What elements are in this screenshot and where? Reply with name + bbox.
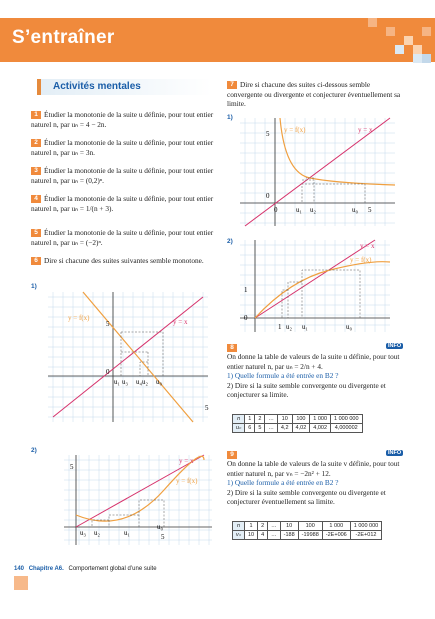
exercise-number: 2 — [31, 139, 41, 147]
table-cell: 10 — [244, 531, 257, 540]
exercise-number: 8 — [227, 344, 237, 352]
graph-label: 0 — [244, 314, 248, 322]
table-cell: n — [233, 522, 245, 531]
table-cell: -19988 — [298, 531, 322, 540]
exercise-text: On donne la table de valeurs de la suite u définie, pour tout entier naturel n, par uₙ = 2/n + 4. — [227, 352, 400, 371]
exercise-text: Étudier la monotonie de la suite u définie, pour tout entier naturel n, par uₙ = 3n. — [31, 138, 214, 157]
section-title: Activités mentales — [53, 81, 141, 92]
exercise-text: Étudier la monotonie de la suite u définie, pour tout entier naturel n, par uₙ = (−2)ⁿ. — [31, 228, 214, 247]
graph-label: y = x — [173, 318, 188, 326]
graph-label: u₀ — [346, 323, 352, 331]
graph-label: 5 — [266, 130, 270, 138]
section-heading — [37, 79, 212, 95]
ex7-graph-1 — [240, 118, 395, 226]
graph-label: 5 — [106, 320, 110, 328]
graph-label: u₂ — [310, 206, 316, 214]
table-cell: 4,2 — [277, 424, 292, 433]
exercise-number: 6 — [31, 257, 41, 265]
chapter-title: Comportement global d’une suite — [68, 566, 157, 572]
table-cell: 2 — [258, 522, 268, 531]
table-cell: 4,002 — [310, 424, 331, 433]
ex6-graph-1 — [48, 292, 208, 422]
graph-label: u₁ — [114, 378, 120, 386]
ex6-sub1: 1) — [31, 283, 37, 290]
table-cell: 10 — [277, 415, 292, 424]
exercise-number: 4 — [31, 195, 41, 203]
table-cell: 1 000 000 — [331, 415, 362, 424]
ex7-sub1: 1) — [227, 114, 233, 121]
graph-label: u₀ — [156, 378, 162, 386]
table-cell: 4 — [258, 531, 268, 540]
exercise-text: Dire si chacune des suites suivantes semble monotone. — [44, 256, 204, 265]
table-cell: n — [233, 415, 245, 424]
page-number: 140 — [14, 566, 25, 572]
page-footer — [14, 566, 157, 572]
table-cell: vₙ — [233, 531, 245, 540]
ex7-sub2: 2) — [227, 238, 233, 245]
graph-label: u₁ — [296, 206, 302, 214]
question-2: 2) Dire si la suite semble convergente ou divergente et conjecturer sa limite. — [227, 380, 386, 400]
exercise-4 — [31, 194, 216, 213]
table-cell: … — [265, 415, 278, 424]
exercise-1 — [31, 110, 216, 129]
table-cell: -2E+006 — [322, 531, 350, 540]
exercise-text: Étudier la monotonie de la suite u définie, pour tout entier naturel n, par uₙ = 1/(n + 3). — [31, 194, 214, 213]
exercise-7 — [227, 80, 407, 109]
graph-label: y = f(x) — [68, 314, 90, 322]
exercise-8 — [227, 352, 407, 400]
graph-label: y = x — [358, 126, 373, 134]
exercise-number: 3 — [31, 167, 41, 175]
exercise-text: On donne la table de valeurs de la suite v définie, pour tout entier naturel n, par vₙ = −2n² + 12. — [227, 459, 400, 478]
graph-label: 5 — [368, 206, 372, 214]
table-cell: 1 — [244, 522, 257, 531]
exercise-number: 5 — [31, 229, 41, 237]
ex7-graph-2 — [240, 240, 390, 332]
graph-label: u₂ — [286, 323, 292, 331]
question-1: 1) Quelle formule a été entrée en B2 ? — [227, 478, 339, 488]
exercise-5 — [31, 228, 216, 247]
graph-label: 5 — [161, 533, 165, 541]
graph-label: y = f(x) — [350, 256, 372, 264]
table-cell: 1 000 — [310, 415, 331, 424]
exercise-9 — [227, 459, 407, 507]
page-tab — [14, 576, 28, 590]
question-2: 2) Dire si la suite semble convergente ou divergente et conjecturer éventuellement sa limite. — [227, 487, 386, 507]
graph-label: 5 — [205, 404, 209, 412]
table-row — [233, 522, 382, 531]
info-badge: INFO — [388, 450, 402, 456]
graph-label: u₄u₂ — [136, 378, 148, 386]
graph-label: u₁ — [302, 323, 308, 331]
graph-label: u₃ — [122, 378, 128, 386]
table-cell: 100 — [292, 415, 310, 424]
graph-label: 5 — [70, 463, 74, 471]
graph-label: 0 — [266, 192, 270, 200]
table-cell: … — [265, 424, 278, 433]
table-cell: 1 000 — [322, 522, 350, 531]
table-row — [233, 415, 363, 424]
table-cell: … — [268, 531, 281, 540]
graph-label: 0 — [106, 368, 110, 376]
graph-label: u₁ — [124, 529, 130, 537]
graph-label: y = f(x) — [176, 477, 198, 485]
table-cell: 5 — [255, 424, 265, 433]
exercise-text: Étudier la monotonie de la suite u définie, pour tout entier naturel n, par uₙ = (0,2)ⁿ. — [31, 166, 214, 185]
chapter-label: Chapitre A6. — [28, 566, 64, 572]
graph-label: y = f(x) — [284, 126, 306, 134]
exercise-3 — [31, 166, 216, 185]
table-row — [233, 424, 363, 433]
table-cell: 4,000002 — [331, 424, 362, 433]
table-cell: 1 — [245, 415, 255, 424]
table-cell: -2E+012 — [350, 531, 381, 540]
graph-label: u₀ — [157, 523, 163, 531]
graph-label: u₀ — [352, 206, 358, 214]
exercise-number: 1 — [31, 111, 41, 119]
graph-label: y = x — [360, 242, 375, 250]
values-table-v — [232, 521, 382, 540]
table-cell: 6 — [245, 424, 255, 433]
table-cell: 4,02 — [292, 424, 310, 433]
exercise-text: Étudier la monotonie de la suite u définie, pour tout entier naturel n, par uₙ = 4 − 2n. — [31, 110, 214, 129]
exercise-text: Dire si chacune des suites ci-dessous semble convergente ou divergente et conjecturer éventuellement sa limite. — [227, 80, 401, 109]
exercise-6 — [31, 256, 216, 266]
graph-label: 1 — [278, 323, 282, 331]
table-cell: … — [268, 522, 281, 531]
table-cell: 1 000 000 — [350, 522, 381, 531]
graph-label: 0 — [274, 206, 278, 214]
graph-label: y = x — [179, 457, 194, 465]
table-cell: 100 — [298, 522, 322, 531]
ex6-sub2: 2) — [31, 447, 37, 454]
graph-label: u₂ — [94, 529, 100, 537]
graph-label: 1 — [244, 286, 248, 294]
table-cell: -188 — [280, 531, 298, 540]
question-1: 1) Quelle formule a été entrée en B2 ? — [227, 371, 339, 381]
graph-label: u₃ — [80, 529, 86, 537]
exercise-number: 7 — [227, 81, 237, 89]
table-cell: 10 — [280, 522, 298, 531]
exercise-2 — [31, 138, 216, 157]
table-row — [233, 531, 382, 540]
info-badge: INFO — [388, 343, 402, 349]
table-cell: 2 — [255, 415, 265, 424]
values-table-u — [232, 414, 363, 433]
table-cell: uₙ — [233, 424, 245, 433]
ex6-graph-2 — [64, 455, 212, 545]
page-title: S’entraîner — [12, 27, 115, 48]
exercise-number: 9 — [227, 451, 237, 459]
